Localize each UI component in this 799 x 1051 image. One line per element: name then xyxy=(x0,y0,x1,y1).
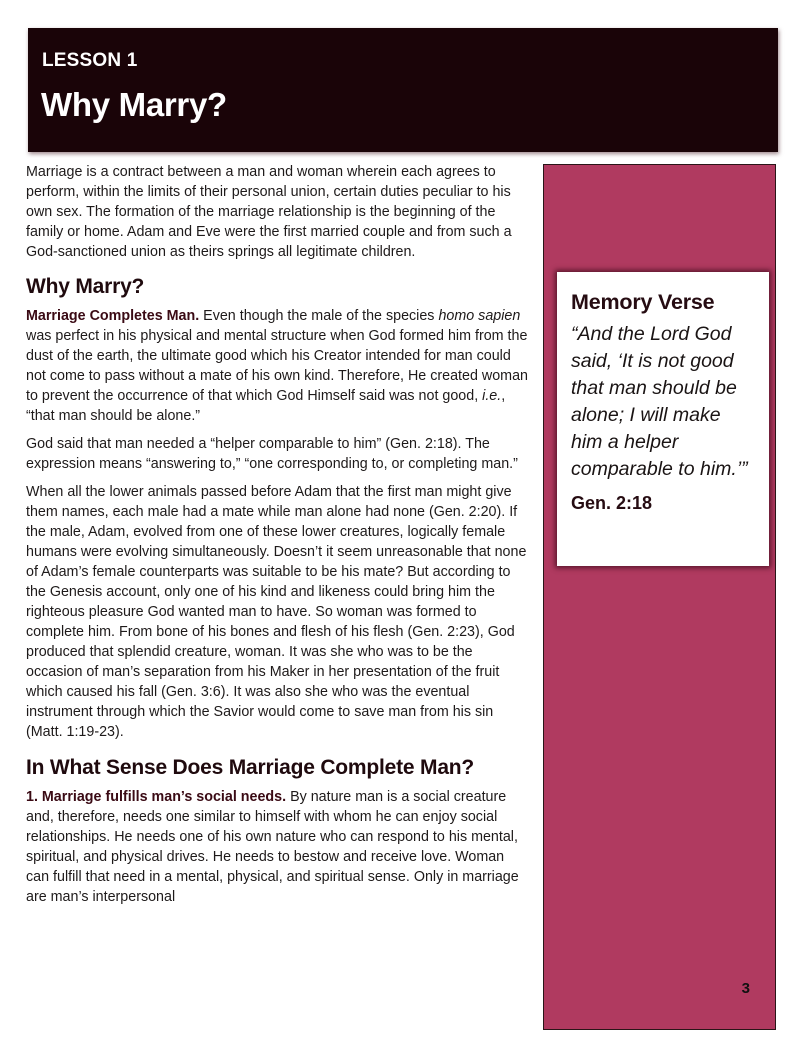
paragraph-text: Even though the male of the species xyxy=(199,308,439,324)
run-in-heading: 1. Marriage fulfills man’s social needs. xyxy=(26,789,287,805)
paragraph-text: was perfect in his physical and mental structure when God formed him from the dust of the earth, the ultimate good which his Creator intended for man could not come to pass without a mate of his own kind. Therefore, He created woman to prevent the occurrence of that which God Himself said was not good, xyxy=(26,328,528,404)
paragraph-helper-comparable: God said that man needed a “helper comparable to him” (Gen. 2:18). The expression means “answering to,” “one corresponding to, or completing man.” xyxy=(26,436,518,472)
paragraph-lower-animals: When all the lower animals passed before Adam that the first man might give them names, each male had a mate while man alone had none (Gen. 2:20). If the male, Adam, evolved from one of these lower creatures, logically female humans were evolving simultaneously. Doesn’t it seem unreasonable that none of Adam’s female counterparts was suitable to be his mate? But according to the Genesis account, only one of his kind and likeness could bring him the righteous pleasure God wanted man to have. So woman was formed to complete him. From bone of his bones and flesh of his flesh (Gen. 2:23), God produced that splendid creature, woman. It was she who was to be the occasion of man’s separation from his Maker in her presentation of the fruit which caused his fall (Gen. 3:6). It was also she who was the eventual instrument through which the Savior would come to save man from his sin (Matt. 1:19-23). xyxy=(26,484,527,740)
main-column xyxy=(26,162,531,915)
italic-term: homo sapien xyxy=(438,308,521,324)
memory-verse-heading: Memory Verse xyxy=(571,290,715,314)
lesson-label: LESSON 1 xyxy=(42,50,138,71)
italic-abbrev: i.e. xyxy=(482,388,502,404)
memory-verse-card xyxy=(557,272,769,566)
section-heading-in-what-sense: In What Sense Does Marriage Complete Man? xyxy=(26,756,475,779)
paragraph-text: By nature man is a social creature and, therefore, needs one similar to himself with whom he can enjoy social relationships. He needs one of his own nature who can respond to his mental, spiritual, and physical drives. He needs to bestow and receive love. Woman can fulfill that need in a mental, physical, and spiritual sense. Only in marriage are man’s interpersonal xyxy=(26,789,519,905)
paragraph-marriage-completes-man xyxy=(26,306,531,426)
memory-verse-text: “And the Lord God said, ‘It is not good that man should be alone; I will make him a helper comparable to him.’” xyxy=(571,323,748,480)
sidebar-panel xyxy=(543,164,776,1030)
page-number: 3 xyxy=(741,980,750,997)
memory-verse-reference: Gen. 2:18 xyxy=(571,493,653,513)
paragraph-text: , “that man should be alone.” xyxy=(26,388,506,424)
lesson-header-bar xyxy=(28,28,778,152)
run-in-heading: Marriage Completes Man. xyxy=(26,308,200,324)
lesson-title: Why Marry? xyxy=(41,86,227,123)
section-heading-why-marry: Why Marry? xyxy=(26,275,145,298)
paragraph-social-needs xyxy=(26,787,531,907)
intro-paragraph: Marriage is a contract between a man and woman wherein each agrees to perform, within the limits of their personal union, certain duties peculiar to his own sex. The formation of the marriage relationship is the beginning of the family or home. Adam and Eve were the first married couple and from such a God-sanctioned union as theirs springs all legitimate children. xyxy=(26,164,512,260)
